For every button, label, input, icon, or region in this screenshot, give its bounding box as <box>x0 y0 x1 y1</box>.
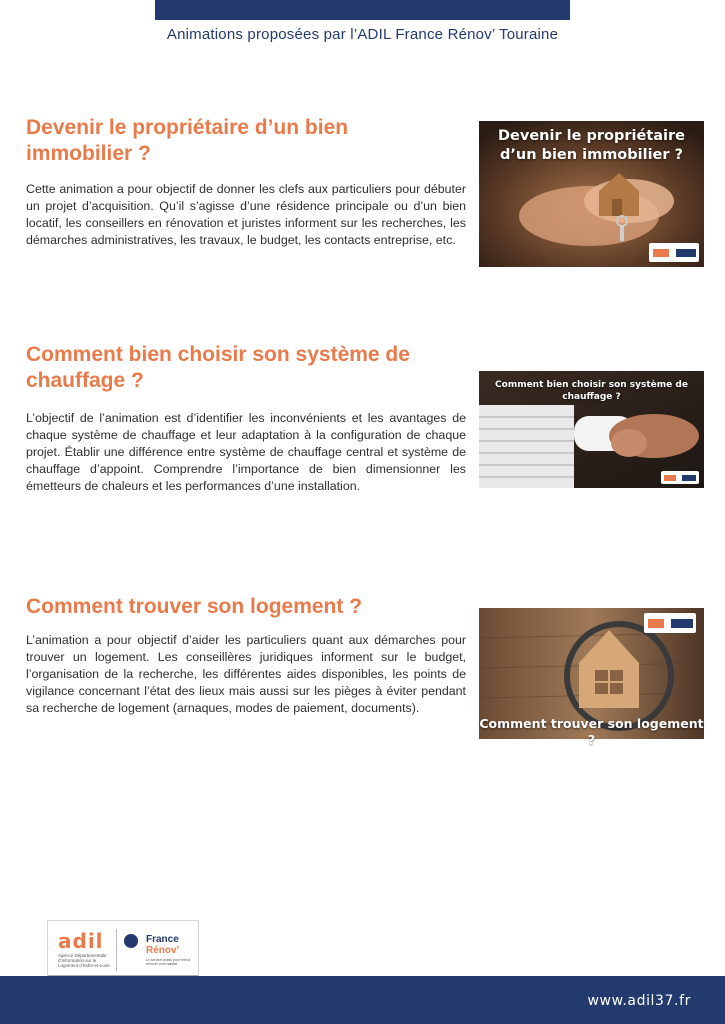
adil-logo: adil <box>58 929 104 953</box>
section-image-proprietaire <box>479 121 704 267</box>
footer-website-link[interactable]: www.adil37.fr <box>587 993 691 1009</box>
section-chauffage <box>26 342 466 495</box>
image-caption: Devenir le propriétaire d’un bien immobilier ? <box>498 128 685 163</box>
section-devenir-proprietaire <box>26 115 466 249</box>
section-image-logement <box>479 608 704 747</box>
mini-logos <box>649 243 699 262</box>
france-logo-text: France <box>146 934 179 945</box>
logo-divider <box>116 929 117 971</box>
mini-logos <box>644 613 696 633</box>
section-trouver-logement <box>26 594 466 717</box>
section-body: L’animation a pour objectif d’aider les particuliers quant aux démarches pour trouver un logement. Les conseillères juridiques informent sur le budget, l’organisation de la recherche, les différentes aides disponibles, les points de vigilance concernant l’état des lieux mais aussi sur les pièges à éviter pendant sa recherche de logement (arnaques, modes de paiement, documents). <box>26 633 466 715</box>
mini-logos <box>661 471 699 484</box>
section-title: Comment bien choisir son système de chauffage ? <box>26 343 410 392</box>
france-renov-icon <box>124 934 138 948</box>
image-caption: Comment trouver son logement ? <box>479 716 704 747</box>
section-body: Cette animation a pour objectif de donner les clefs aux particuliers pour débuter un projet d’acquisition. Qu’il s’agisse d’une résidence principale ou d’un bien locatif, les conseillers en rénovation et juristes informent sur les recherches, les démarches administratives, les travaux, le budget, les contacts entreprise, etc. <box>26 182 466 247</box>
header-bar <box>155 0 570 20</box>
section-title: Devenir le propriétaire d’un bien immobilier ? <box>26 116 349 165</box>
section-title: Comment trouver son logement ? <box>26 595 363 618</box>
section-body: L’objectif de l’animation est d’identifier les inconvénients et les avantages de chaque système de chauffage et leur adaptation à la configuration de chaque projet. Établir une différence entre système de chauffage central et système de chauffage d’appoint. Comprendre l’importance de bien dimensionner les émetteurs de chaleurs et les performances d’une installation. <box>26 411 466 493</box>
renov-logo-subtitle: Le service public pour mieux rénover mon habitat <box>146 958 191 966</box>
image-caption: Comment bien choisir son système de chauffage ? <box>495 380 688 402</box>
adil-logo-subtitle: Agence Départementale d’Information sur le Logement d’Indre-et-Loire <box>58 953 110 968</box>
page-header-title: Animations proposées par l’ADIL France Rénov’ Touraine <box>166 26 559 43</box>
section-image-chauffage <box>479 371 704 488</box>
renov-logo-text: Rénov’ <box>146 945 180 956</box>
